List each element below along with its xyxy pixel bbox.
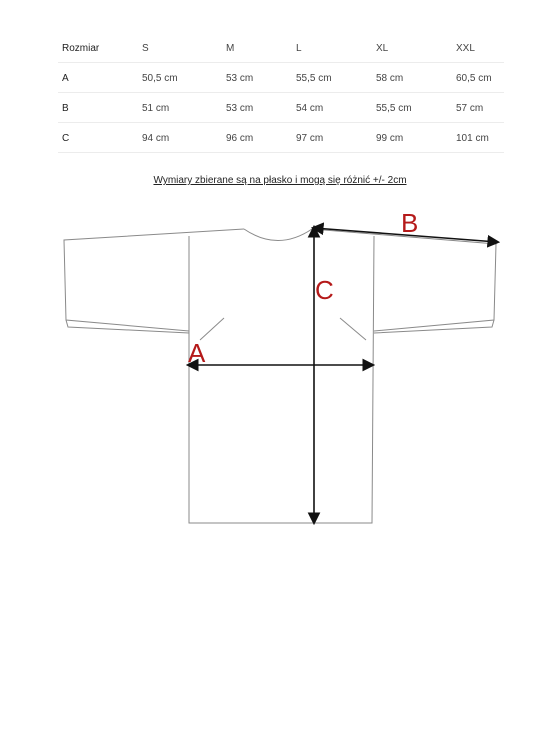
header-xl: XL bbox=[376, 43, 389, 54]
table-cell: 51 cm bbox=[142, 103, 170, 114]
table-cell: 53 cm bbox=[226, 73, 254, 84]
table-cell: 101 cm bbox=[456, 133, 489, 144]
row-label: A bbox=[62, 73, 69, 84]
table-cell: 57 cm bbox=[456, 103, 484, 114]
table-cell: 97 cm bbox=[296, 133, 324, 144]
table-cell: 94 cm bbox=[142, 133, 170, 144]
measurement-arrows bbox=[189, 228, 497, 522]
table-cell: 60,5 cm bbox=[456, 73, 492, 84]
table-cell: 50,5 cm bbox=[142, 73, 178, 84]
table-cell: 96 cm bbox=[226, 133, 254, 144]
header-l: L bbox=[296, 43, 302, 54]
shirt-outline bbox=[64, 229, 496, 523]
row-label: C bbox=[62, 133, 70, 144]
label-b: B bbox=[401, 208, 419, 238]
table-cell: 53 cm bbox=[226, 103, 254, 114]
header-m: M bbox=[226, 43, 235, 54]
row-label: B bbox=[62, 103, 69, 114]
header-size: Rozmiar bbox=[62, 43, 100, 54]
header-xxl: XXL bbox=[456, 43, 475, 54]
table-cell: 54 cm bbox=[296, 103, 324, 114]
table-cell: 99 cm bbox=[376, 133, 404, 144]
header-s: S bbox=[142, 43, 149, 54]
label-c: C bbox=[315, 275, 334, 305]
label-a: A bbox=[188, 338, 206, 368]
table-cell: 58 cm bbox=[376, 73, 404, 84]
measurement-note: Wymiary zbierane są na płasko i mogą się różnić +/- 2cm bbox=[153, 175, 407, 186]
table-cell: 55,5 cm bbox=[376, 103, 412, 114]
table-cell: 55,5 cm bbox=[296, 73, 332, 84]
